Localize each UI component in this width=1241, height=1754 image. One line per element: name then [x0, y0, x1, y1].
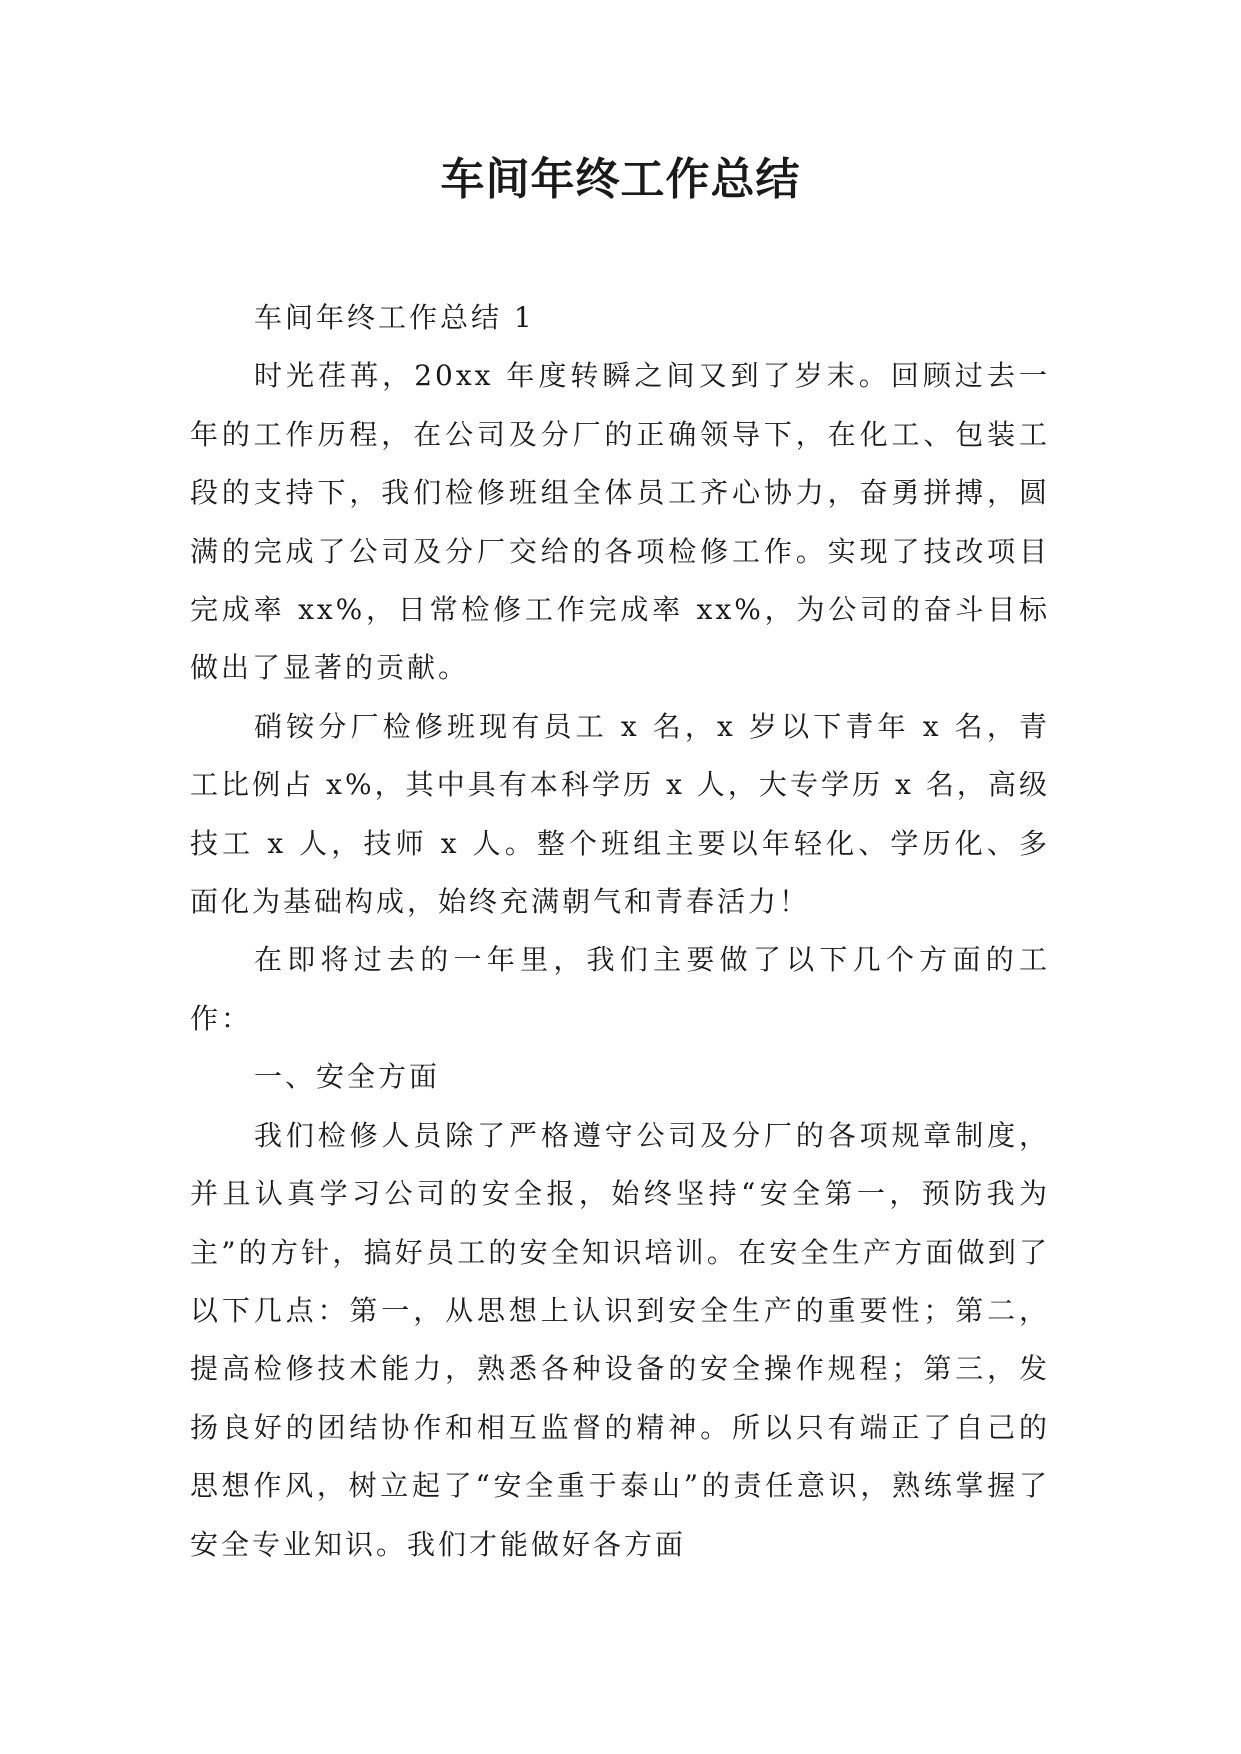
document-body — [190, 289, 1050, 1574]
body-paragraph: 在即将过去的一年里，我们主要做了以下几个方面的工作： — [190, 943, 1050, 1035]
subsection-heading: 一、安全方面 — [254, 1060, 441, 1094]
body-paragraph: 硝铵分厂检修班现有员工 x 名，x 岁以下青年 x 名，青工比例占 x%，其中具有本科学历 x 人，大专学历 x 名，高级技工 x 人，技师 x 人。整个班组主要以年轻化、学历化、多面化为基础构成，始终充满朝气和青春活力！ — [190, 709, 1050, 919]
body-paragraph: 我们检修人员除了严格遵守公司及分厂的各项规章制度，并且认真学习公司的安全报，始终坚持“安全第一，预防我为主”的方针，搞好员工的安全知识培训。在安全生产方面做到了以下几点：第一，从思想上认识到安全生产的重要性；第二，提高检修技术能力，熟悉各种设备的安全操作规程；第三，发扬良好的团结协作和相互监督的精神。所以只有端正了自己的思想作风，树立起了“安全重于泰山”的责任意识，熟练掌握了安全专业知识。我们才能做好各方面 — [190, 1118, 1050, 1561]
body-paragraph: 时光荏苒，20xx 年度转瞬之间又到了岁末。回顾过去一年的工作历程，在公司及分厂的正确领导下，在化工、包装工段的支持下，我们检修班组全体员工齐心协力，奋勇拼搏，圆满的完成了公司及分厂交给的各项检修工作。实现了技改项目完成率 xx%，日常检修工作完成率 xx%，为公司的奋斗目标做出了显著的贡献。 — [190, 359, 1050, 685]
section-heading: 车间年终工作总结 1 — [254, 301, 535, 334]
document-title: 车间年终工作总结 — [440, 154, 801, 205]
